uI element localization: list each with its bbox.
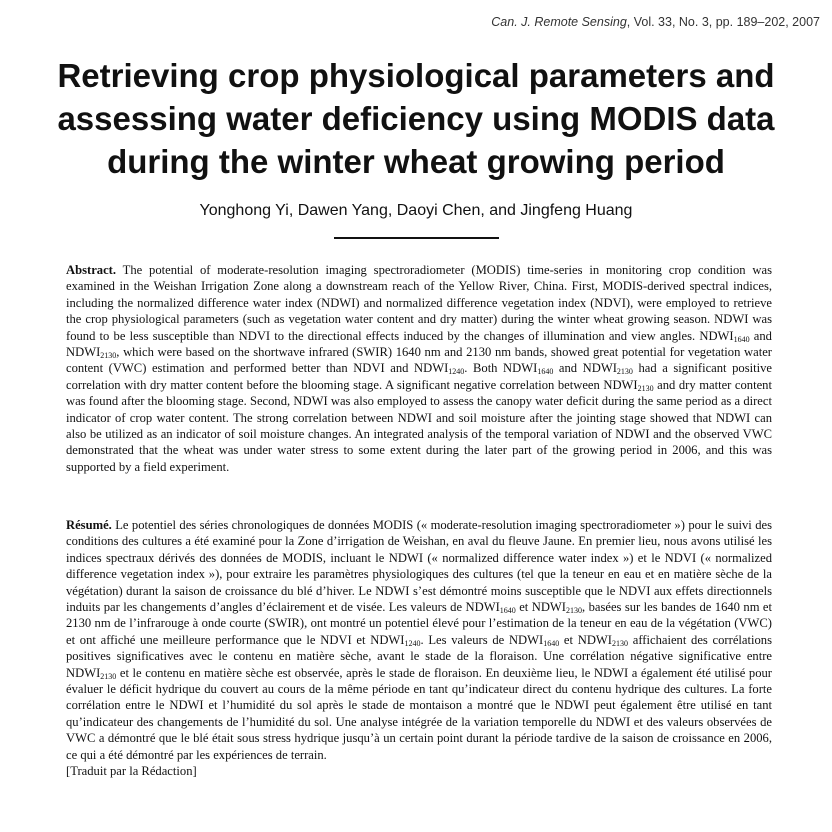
ndwi-subscript: 2130 bbox=[616, 367, 633, 377]
resume-text-3: . Les valeurs de bbox=[420, 632, 509, 647]
ndwi-subscript: 1640 bbox=[499, 606, 516, 616]
journal-details: , Vol. 33, No. 3, pp. 189–202, 2007 bbox=[626, 15, 820, 29]
ndwi-subscript: 1640 bbox=[537, 367, 554, 377]
ndwi-subscript: 2130 bbox=[612, 638, 629, 648]
ndwi-term: NDWI bbox=[699, 328, 734, 343]
author-list: Yonghong Yi, Dawen Yang, Daoyi Chen, and Jingfeng Huang bbox=[199, 202, 633, 219]
ndwi-subscript: 2130 bbox=[566, 606, 582, 616]
ndwi-subscript: 2130 bbox=[100, 671, 117, 681]
resume-label: Résumé. bbox=[66, 518, 112, 532]
abstract-paragraph bbox=[66, 262, 772, 475]
ndwi-subscript: 1240 bbox=[448, 367, 465, 377]
title-divider bbox=[334, 237, 499, 239]
abstract-conjunction: and bbox=[749, 328, 772, 343]
resume-text-4: affichaient des corrélations positives significatives avec le contenu en matière sèche, avant le stade de la floraison. Une corrélation négative significative entre bbox=[66, 632, 772, 664]
title-line-3: during the winter wheat growing period bbox=[107, 143, 725, 180]
ndwi-subscript: 2130 bbox=[637, 383, 654, 393]
resume-conjunction: et bbox=[515, 600, 532, 615]
paper-title bbox=[0, 54, 832, 183]
ndwi-term: NDWI bbox=[465, 600, 500, 615]
resume-conjunction: et bbox=[559, 632, 578, 647]
ndwi-term: NDWI bbox=[508, 632, 544, 647]
ndwi-subscript: 1640 bbox=[733, 334, 750, 344]
title-line-1: Retrieving crop physiological parameters and bbox=[57, 57, 775, 94]
ndwi-term: NDWI bbox=[577, 632, 613, 647]
journal-citation bbox=[491, 15, 820, 29]
ndwi-subscript: 2130 bbox=[100, 351, 117, 361]
ndwi-subscript: 1640 bbox=[543, 638, 560, 648]
ndwi-term: NDWI bbox=[582, 361, 617, 376]
ndwi-term: NDWI bbox=[66, 345, 101, 360]
journal-name: Can. J. Remote Sensing bbox=[491, 15, 627, 29]
resume-text-1: Le potentiel des séries chronologiques de données MODIS (« moderate-resolution imaging spectroradiometer ») pour le suivi des conditions des cultures a été examiné pour la Zone d’irrigation de Weishan, en aval du fleuve Jaune. En premier lieu, nous avons utilisé les indices spectraux dérivés des données de MODIS, incluant le NDWI (« normalized difference water index ») et le NDVI (« normalized difference vegetation index »), pour extraire les paramètres physiologiques des cultures (tel que la teneur en eau et en matière sèche de la végétation) durant la saison de croissance du blé d’hiver. Le NDWI s’est démontré moins susceptible que le NDVI aux effets directionnels induits par les changements d’angles d’éclairement et de visée. Les valeurs de bbox=[66, 518, 772, 615]
abstract-text-2: , which were based on the shortwave infrared (SWIR) 1640 nm and 2130 nm bands, showed great potential for vegetation water content (VWC) estimation and performed better than NDVI and bbox=[66, 345, 772, 376]
translation-credit: [Traduit par la Rédaction] bbox=[66, 764, 197, 779]
abstract-text-5: and dry matter content was found after the blooming stage. Second, NDWI was also employed to assess the canopy water deficit during the same period as a direct indicator of crop water content. The strong correlation between NDWI and soil moisture after the jointing stage showed that NDWI can also be utilized as an indicator of soil moisture changes. An integrated analysis of the temporal variation of NDWI and the observed VWC demonstrated that the wheat was under water stress to some extent during the later part of the growing period in 2006, and this was supported by a field experiment. bbox=[66, 377, 772, 474]
resume-paragraph bbox=[66, 517, 772, 780]
abstract-text-3: . Both bbox=[464, 361, 504, 376]
ndwi-term: NDWI bbox=[66, 665, 101, 680]
abstract-conjunction: and bbox=[553, 361, 583, 376]
ndwi-term: NDWI bbox=[531, 600, 566, 615]
abstract-text-4: had a significant positive correlation with dry matter content before the blooming stage. A significant negative correlation between bbox=[66, 361, 772, 392]
resume-text-5: et le contenu en matière sèche est observée, après le stade de floraison. En deuxième lieu, le NDWI a également été utilisé pour évaluer le déficit hydrique du couvert au cours de la même période en tant qu’indicateur direct du contenu hydrique des cultures. La forte corrélation entre le NDWI et l’humidité du sol après le stade de montaison a montré que le NDWI peut également être utilisé en tant qu’indicateur des changements de l’humidité du sol. Une analyse intégrée de la variation temporelle du NDWI et des valeurs observées de VWC a démontré que le blé était sous stress hydrique jusqu’à un certain point durant la période tardive de la saison de croissance en 2006, ce qui a été démontré par les expériences de terrain. bbox=[66, 665, 772, 762]
title-line-2: assessing water deficiency using MODIS data bbox=[57, 100, 775, 137]
ndwi-term: NDWI bbox=[370, 632, 405, 647]
abstract-label: Abstract. bbox=[66, 263, 117, 277]
ndwi-subscript: 1240 bbox=[404, 638, 421, 648]
ndwi-term: NDWI bbox=[603, 377, 638, 392]
ndwi-term: NDWI bbox=[503, 361, 538, 376]
resume-text-2: , basées sur les bandes de 1640 nm et 2130 nm de l’infrarouge à onde courte (SWIR), ont montré un potentiel élevé pour l’estimation de la teneur en eau de la végétation (VWC) et ont affiché une meilleure performance que le NDVI et bbox=[66, 600, 772, 647]
ndwi-term: NDWI bbox=[414, 361, 449, 376]
abstract-text-1: The potential of moderate-resolution imaging spectroradiometer (MODIS) time-series in monitoring crop condition was examined in the Weishan Irrigation Zone along a downstream reach of the Yellow River, China. First, MODIS-derived spectral indices, including the normalized difference water index (NDWI) and normalized difference vegetation index (NDVI), were employed to retrieve the crop physiological parameters (such as vegetation water content and dry matter) during the winter wheat growing season. NDWI was found to be less susceptible than NDVI to the directional effects induced by the changes of illumination and view angles. bbox=[66, 263, 772, 343]
